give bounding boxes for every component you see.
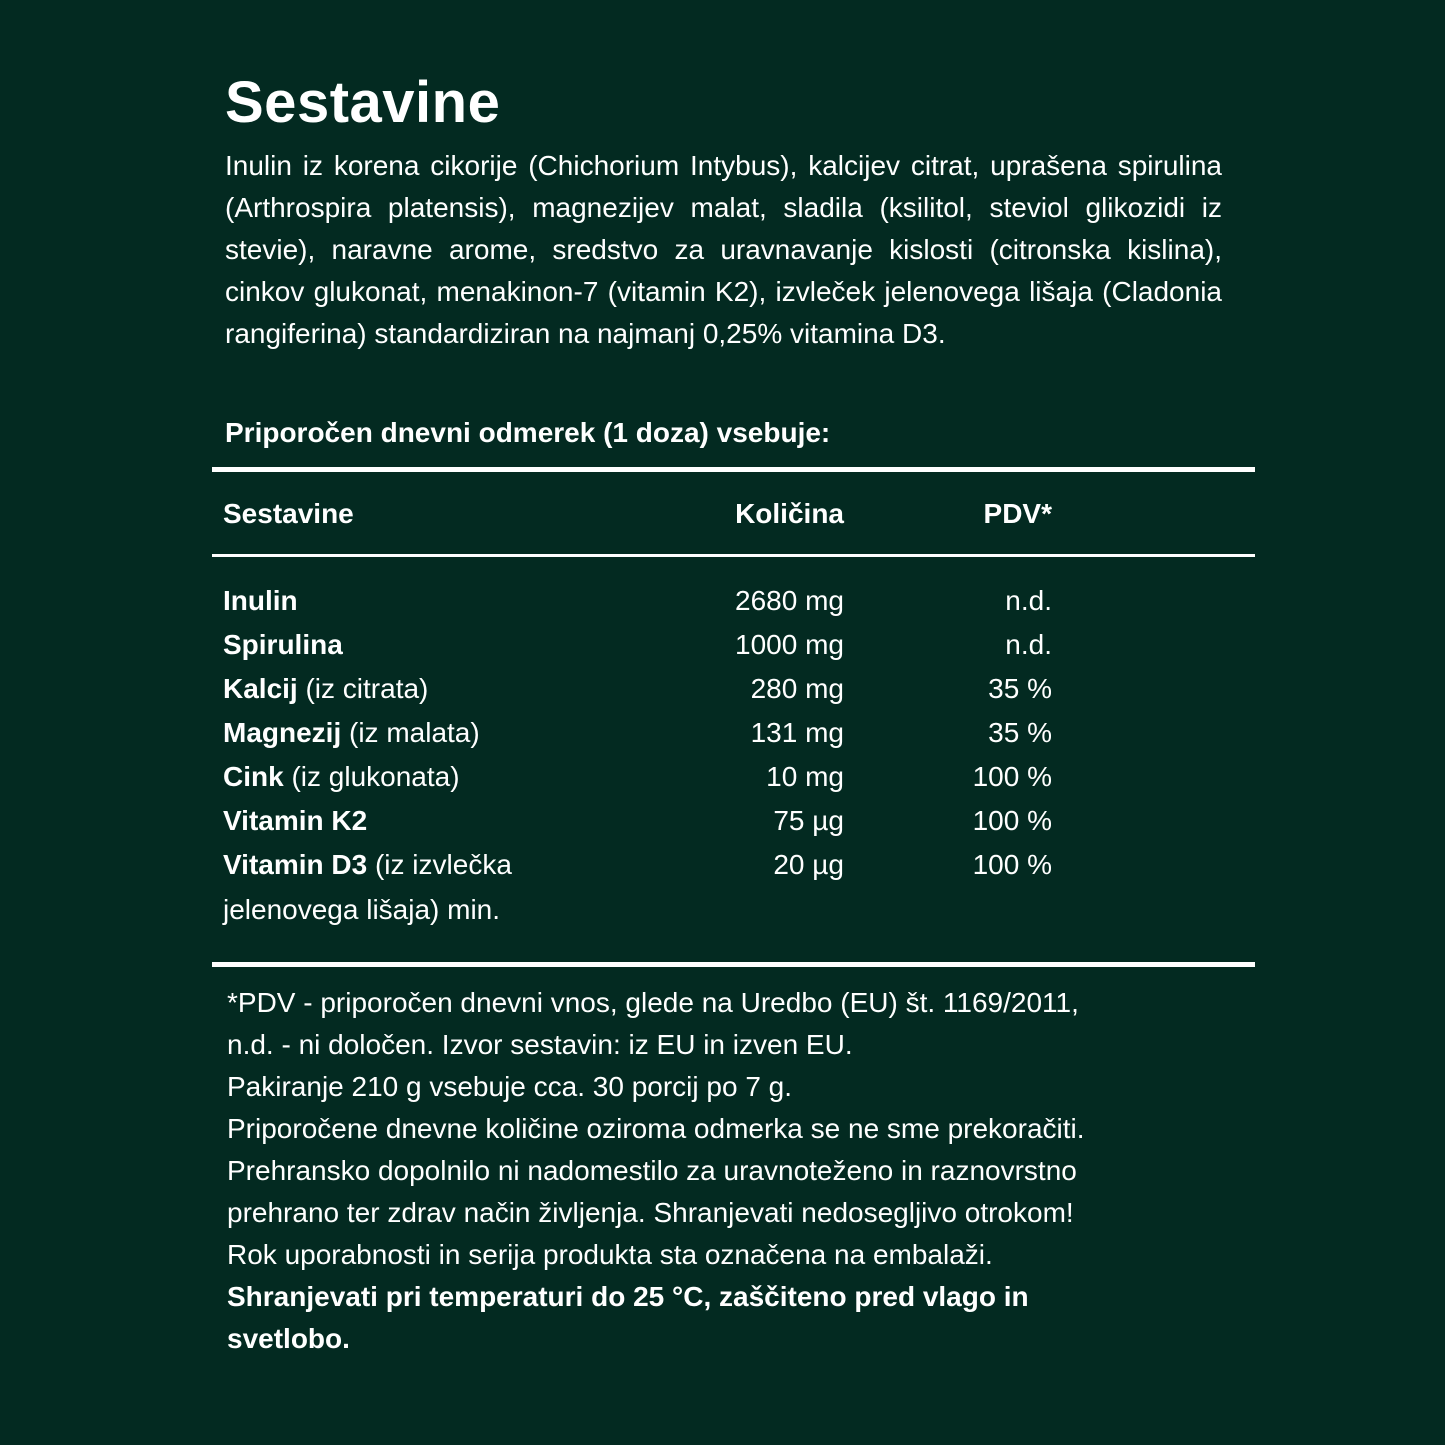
row-quantity: 1000 mg (735, 629, 844, 660)
row-ingredient-source: (iz citrata) (297, 673, 429, 704)
row-quantity: 75 µg (773, 805, 844, 836)
row-ingredient-source: (iz malata) (341, 717, 480, 748)
row-pdv: n.d. (1005, 629, 1052, 660)
table-header-divider (212, 554, 1255, 557)
row-quantity: 20 µg (773, 849, 844, 880)
table-row (0, 667, 1445, 711)
footnote-block (227, 982, 1227, 1360)
row-ingredient-name: Vitamin D3 (223, 849, 368, 880)
footnote-line: Rok uporabnosti in serija produkta sta označena na embalaži. (227, 1239, 993, 1270)
row-pdv: 100 % (972, 805, 1052, 836)
row-quantity: 10 mg (766, 761, 844, 792)
row-ingredient (223, 711, 480, 755)
row-ingredient-name: Vitamin K2 (223, 805, 368, 836)
row-ingredient-name: Magnezij (223, 717, 342, 748)
table-row (0, 623, 1445, 667)
page-title: Sestavine (225, 70, 501, 135)
table-row (0, 799, 1445, 843)
table-top-divider (212, 467, 1255, 472)
ingredients-description: Inulin iz korena cikorije (Chichorium Intybus), kalcijev citrat, uprašena spirulina (Arthrospira platensis), magnezijev malat, sladila (ksilitol, steviol glikozidi iz stevie), naravne arome, sredstvo za uravnavanje kislosti (citronska kislina), cinkov glukonat, menakinon-7 (vitamin K2), izvleček jelenovega lišaja (Cladonia rangiferina) standardiziran na najmanj 0,25% vitamina D3. (225, 150, 1222, 349)
footnote-line: n.d. - ni določen. Izvor sestavin: iz EU in izven EU. (227, 1029, 853, 1060)
footnote-line: *PDV - priporočen dnevni vnos, glede na Uredbo (EU) št. 1169/2011, (227, 987, 1079, 1018)
row-quantity: 280 mg (750, 673, 844, 704)
table-row (0, 755, 1445, 799)
row-pdv: 100 % (972, 761, 1052, 792)
storage-note: Shranjevati pri temperaturi do 25 °C, zaščiteno pred vlago in (227, 1281, 1029, 1312)
row-pdv: 100 % (972, 849, 1052, 880)
row-ingredient (223, 799, 367, 843)
row-ingredient (223, 843, 512, 887)
footnote-line: Priporočene dnevne količine oziroma odmerka se ne sme prekoračiti. (227, 1113, 1085, 1144)
row-ingredient (223, 623, 343, 667)
row-ingredient-name: Cink (223, 761, 284, 792)
footnote-line: Prehransko dopolnilo ni nadomestilo za uravnoteženo in raznovrstno (227, 1155, 1077, 1186)
row-ingredient-source: (iz izvlečka (367, 849, 512, 880)
row-ingredient-source: (iz glukonata) (283, 761, 460, 792)
row-ingredient-name: Spirulina (223, 629, 343, 660)
row-quantity: 2680 mg (735, 585, 844, 616)
row-pdv: 35 % (988, 717, 1052, 748)
row-ingredient-name: Kalcij (223, 673, 298, 704)
row-pdv: n.d. (1005, 585, 1052, 616)
footnote-line: prehrano ter zdrav način življenja. Shranjevati nedosegljivo otrokom! (227, 1197, 1074, 1228)
row-ingredient-name: Inulin (223, 585, 298, 616)
table-row (0, 711, 1445, 755)
storage-note: svetlobo. (227, 1323, 350, 1354)
header-pdv: PDV* (983, 498, 1052, 529)
row-pdv: 35 % (988, 673, 1052, 704)
header-ingredient: Sestavine (223, 498, 354, 529)
header-quantity: Količina (735, 498, 844, 529)
row-ingredient (223, 667, 428, 711)
table-row (0, 843, 1445, 887)
row-ingredient-source-continued: jelenovega lišaja) min. (223, 894, 501, 925)
row-ingredient (223, 579, 298, 623)
daily-dose-heading: Priporočen dnevni odmerek (1 doza) vsebuje: (225, 417, 831, 448)
row-ingredient (223, 755, 460, 799)
table-row (0, 579, 1445, 623)
footnote-line: Pakiranje 210 g vsebuje cca. 30 porcij po 7 g. (227, 1071, 793, 1102)
row-quantity: 131 mg (750, 717, 844, 748)
table-bottom-divider (212, 962, 1255, 967)
